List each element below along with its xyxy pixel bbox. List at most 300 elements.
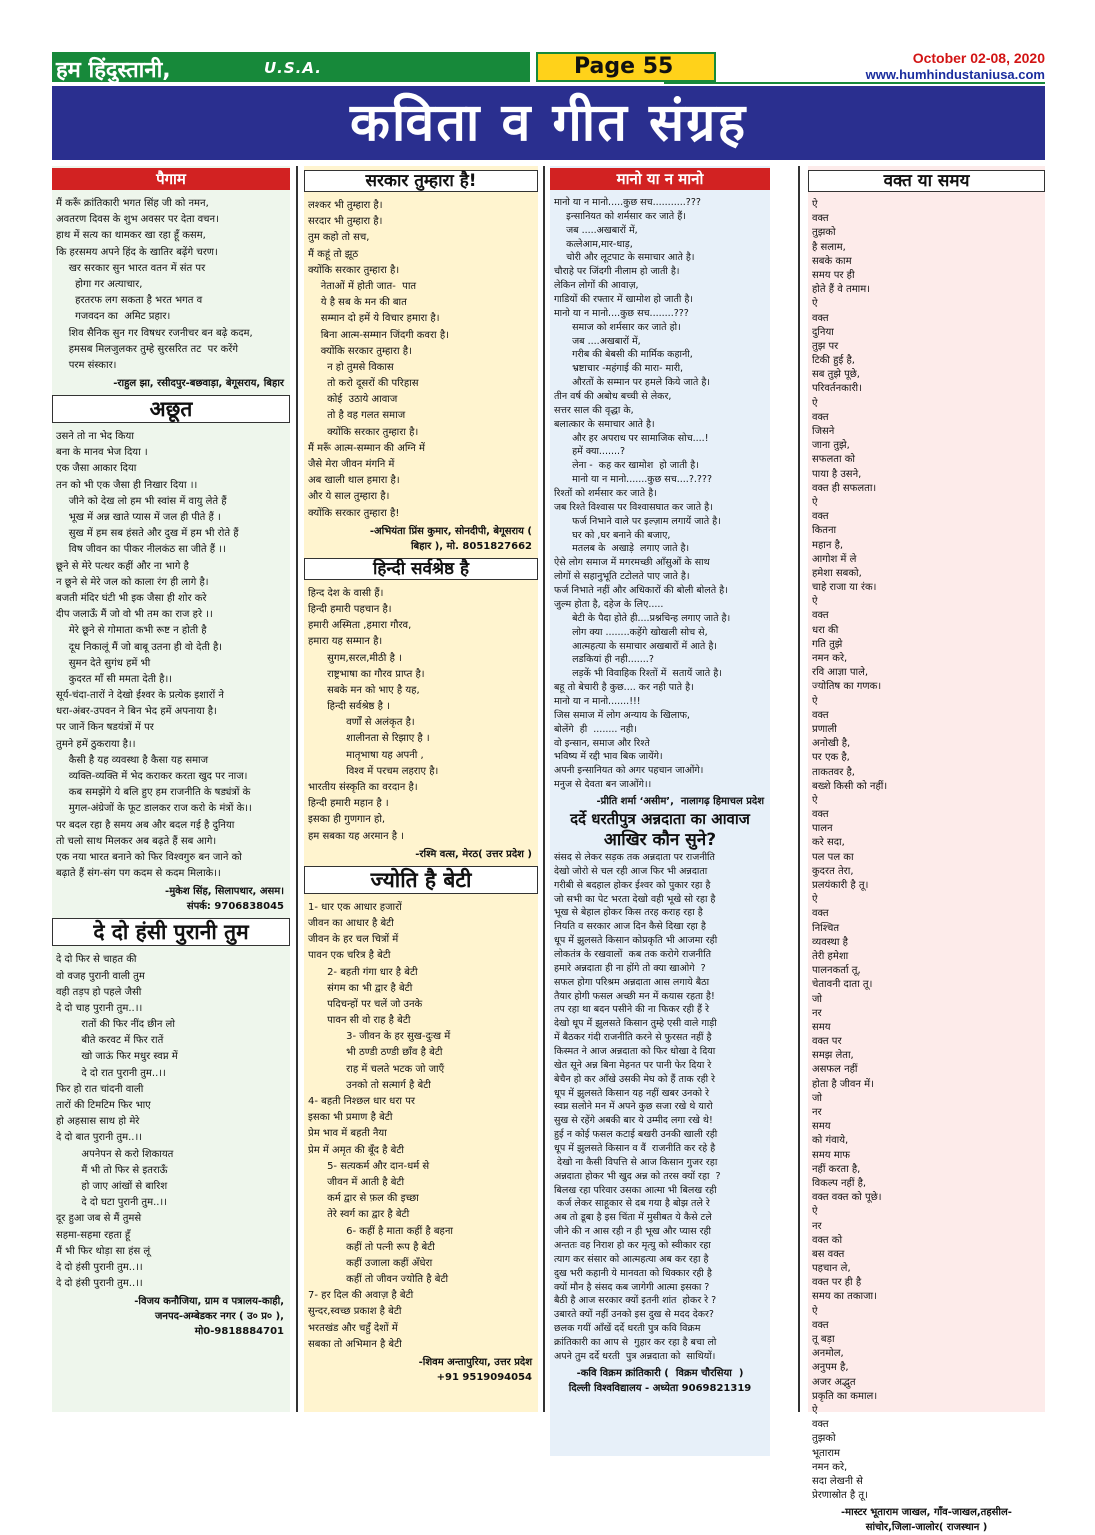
column-2 (304, 166, 538, 1412)
text-line: कि हरसमय अपने हिंद के खातिर बढ़ेंगे चरण। (56, 246, 218, 258)
text-line: नहीं करता है, (812, 1163, 861, 1175)
text-line: जनपद-अम्बेडकर नगर ( उ० प्र० ), (154, 1311, 284, 1323)
text-line: दुनिया (812, 326, 834, 338)
text-line: हम सबका यह अरमान है । (308, 830, 404, 842)
text-line: मानो या न मानो....कुछ सच........??? (554, 307, 689, 319)
text-line: ऐ (812, 496, 818, 508)
text-line: मतलब के अखाड़े लगाए जाते है। (554, 543, 690, 555)
text-line: वक्त (812, 809, 829, 821)
text-line: ऐ (812, 695, 818, 707)
text-line: पालनकर्ता तू, (812, 965, 861, 977)
text-line: बख्शे किसी को नहीं। (812, 780, 888, 792)
text-line: जीने की न आस रही न ही भूख और प्यास रही (554, 1226, 712, 1238)
text-line: वक्त को (812, 1234, 843, 1246)
text-line: हमसब मिलजुलकर तुम्हे सुरसरित तट पर करेंगे (56, 343, 238, 355)
text-line: वक्त (812, 610, 829, 622)
text-line: मुगल-अंग्रेजों के फूट डालकर राज करो के मंत्रों के।। (56, 803, 252, 815)
text-line: नमन करे, (812, 653, 848, 664)
text-line: -मास्टर भूताराम जाखल, गाँव-जाखल,तहसील- (841, 1507, 1012, 1519)
text-line: भविष्य में रद्दी भाव बिक जायेंगे। (554, 751, 663, 763)
text-line: अपनी इन्सानियत को अगर पहचान जाओंगे। (554, 765, 704, 777)
text-line: -रश्मि वत्स, मेरठ( उत्तर प्रदेश ) (415, 848, 532, 860)
text-line: क्योंकि सरकार तुम्हारा है। (308, 264, 400, 276)
header-rule (664, 82, 1045, 84)
text-line: -प्रीति शर्मा ‘असीम’, नालागढ़ हिमाचल प्रदेश (596, 795, 764, 807)
text-line: क्योंकि सरकार तुम्हारा है। (308, 345, 412, 357)
poem-body-sarkar (304, 198, 538, 522)
text-line: महान है, (812, 539, 844, 551)
text-line: ज्योतिष का गणक। (812, 681, 882, 693)
text-line: वक्त (812, 411, 829, 423)
text-line: मनुज से देवता बन जाओंगे।। (554, 779, 652, 791)
text-line: सरदार भी तुम्हारा है। (308, 216, 383, 228)
text-line: गरीबी से बदहाल होकर ईश्वर को पुकार रहा है (554, 879, 711, 891)
text-line: दूध निकालूं मैं जो बाबू उतना ही वो देती है। (56, 641, 223, 653)
text-line: मैं भी तो फिर से इतराऊँ (56, 1164, 168, 1176)
text-line: गजवदन का अमिट प्रहार। (56, 311, 171, 323)
text-line: सबका तो अभिमान है बेटी (308, 1338, 402, 1350)
text-line: लड़कें भी विवाहिक रिश्तों में सतायें जाते है। (554, 668, 722, 680)
text-line: को गंवाये, (812, 1135, 849, 1147)
text-line: दिल्ली विश्वविद्यालय - अध्येता 9069821319 (568, 1382, 752, 1394)
text-line: अन्ततः वह निराश हो कर मृत्यु को स्वीकार रहा (554, 1240, 711, 1252)
text-line: कैसी है यह व्यवस्था है कैसा यह समाज (56, 754, 209, 766)
text-line: -कवि विक्रम क्रांतिकारी ( विक्रम चौरसिया ) (576, 1367, 744, 1379)
text-line: कब समझेंगे ये बलि हुए हम राजनीति के षड्यंत्रों के (56, 787, 251, 799)
text-line: हमेशा सबको, (812, 567, 862, 579)
text-line: जीवन में आती है बेटी (308, 1176, 405, 1188)
text-line: बोलेंगे ही ........ नही। (554, 723, 637, 735)
text-line: वर्णों से अलंकृत है। (308, 717, 415, 729)
text-line: तो करो दूसरों की परिहास (308, 378, 419, 390)
text-line: -मुकेश सिंह, सिलापथार, असम। (165, 886, 284, 898)
text-line: जीवन के हर चल चित्रों में (308, 934, 399, 946)
text-line: समझ लेता, (812, 1050, 854, 1062)
text-line: लोग क्या ........कहेंगे खोखली सोच से, (554, 626, 708, 638)
text-line: दे दो हंसी पुरानी तुम..।। (56, 1261, 143, 1273)
text-line: परिवर्तनकारी। (812, 383, 862, 395)
poem-body-mano (550, 196, 770, 792)
text-line: व्यवस्था है (812, 936, 848, 948)
text-line: ऐ (812, 397, 818, 409)
text-line: इसका ही गुणगान हो, (308, 814, 386, 826)
text-line: सबके मन को भाए है यह, (308, 684, 420, 696)
masthead (52, 52, 530, 82)
text-line: सब तुझे पूछे, (812, 369, 860, 381)
text-line: समाज को शर्मसार कर जाते हो। (554, 321, 681, 333)
text-line: ऐ (812, 894, 818, 906)
section-banner (52, 86, 1045, 160)
text-line: प्रेम भाव में बहती नैया (308, 1128, 387, 1140)
text-line: जुल्म होता है, दहेज के लिए..... (554, 598, 664, 610)
page-number-tab (536, 52, 716, 82)
text-line: अनोखी है, (812, 738, 851, 750)
text-line: मानो या न मानो.......कुछ सच....?.??? (554, 474, 713, 486)
text-line: बलात्कार के समाचार आते है। (554, 418, 655, 430)
text-line: तो है वह गलत समाज (308, 410, 406, 422)
text-line: वक्त (812, 213, 829, 225)
text-line: मेरे छूने से गोमाता कभी रूष्ट न होती है (56, 625, 207, 637)
text-line: मैं भी फिर थोड़ा सा हंस लूं (56, 1245, 151, 1257)
text-line: तारों की टिमटिम फिर भाए (56, 1100, 151, 1111)
text-line: चौराहे पर जिंदगी नीलाम हो जाती है। (554, 266, 680, 278)
text-line: वक्त वक्त को पूछे। (812, 1192, 882, 1204)
text-line: ऐसे लोग समाज में मगरमच्छी आँसुओं के साथ (554, 557, 710, 569)
text-line: खेत सूने अन्न बिना मेहनत पर पानी फेर दिया रे (554, 1059, 712, 1071)
text-line: फर्ज निभाते नहीं और अधिकारों की बोली बोलते है। (554, 585, 728, 597)
text-line: तुझ पर (812, 340, 839, 352)
text-line: वो इन्सान, समाज और रिश्ते (554, 737, 650, 749)
text-line: ऐ (812, 596, 818, 608)
text-line: छलक गयीं आँखें दर्दे धरती पुत्र कवि विक्रम (554, 1323, 701, 1335)
poem-title-achhut: अछूत (52, 395, 290, 423)
text-line: बहू तो बेचारी है कुछ.... कर नही पाते है। (554, 682, 694, 694)
text-line: भरतखंड और चहुँ देशों में (308, 1322, 398, 1334)
text-line: औरतों के सम्मान पर हमले किये जाते है। (554, 377, 710, 389)
text-line: राह में चलते भटक जो जाएँ (308, 1063, 445, 1075)
text-line: बजती मंदिर घंटी भी इक जैसा ही शोर करे (56, 592, 207, 604)
text-line: सुख से रहेंगे अबकी बार ये उम्मीद लगा रखे थे! (554, 1115, 713, 1127)
text-line: दे दो रात पुरानी तुम..।। (56, 1067, 166, 1079)
poem-body-jyoti (304, 900, 538, 1353)
text-line: समय (812, 1021, 831, 1033)
masthead-title: हम हिंदुस्तानी, (56, 58, 171, 83)
text-line: ऐ (812, 1305, 818, 1317)
text-line: जो सभी का पेट भरता देखो वही भूखे सो रहा है (554, 893, 716, 905)
text-line: क्योंकि सरकार तुम्हारा है! (308, 507, 400, 519)
text-line: 6- कहीं है माता कहीं है बहना (308, 1225, 453, 1237)
text-line: अब तो डूबा है इस चिंता में मुसीबत ये कैसे टले (554, 1212, 712, 1224)
text-line: कितना (812, 525, 837, 537)
text-line: न हो तुमसे विकास (308, 361, 394, 373)
text-line: संगम का भी द्वार है बेटी (308, 982, 413, 994)
text-line: तो चलो साथ मिलकर अब बढ़ते हैं सब आगे। (56, 835, 217, 847)
poem-body-achhut (52, 429, 290, 882)
text-line: कत्लेआम,मार-धाड़, (554, 238, 633, 250)
poem-body-hindi (304, 586, 538, 845)
text-line: रिश्तों को शर्मसार कर जाते है। (554, 488, 657, 500)
text-line: हिन्दी हमारी पहचान है। (308, 603, 392, 615)
text-line: कर्ज लेकर साहूकार से दब गया है बोझ तले रे (554, 1198, 710, 1210)
text-line: भूख से बेहाल होकर किस तरह कराह रहा है (554, 907, 703, 919)
text-line: लडकियां ही नही.......? (554, 654, 654, 666)
text-line: नेताओं में होती जात- पात (308, 280, 417, 292)
text-line: हमें क्या.......? (554, 446, 626, 458)
poem-title-dedo: दे दो हंसी पुरानी तुम (52, 918, 290, 946)
text-line: बीते करवट में फिर रातें (56, 1035, 164, 1047)
text-line: आगोश में ले (812, 553, 857, 565)
text-line: संसद से लेकर सड़क तक अन्नदाता पर राजनीति (554, 851, 715, 863)
text-line: गाडियों की रफ्तार में खामोश हो जाती है। (554, 294, 694, 306)
text-line: हिन्दी सर्वश्रेष्ठ है । (308, 701, 390, 713)
text-line: ऐ (812, 298, 818, 310)
poem-title-paigam: पैगाम (52, 168, 290, 190)
poem-title-dard-line1: दर्दे धरतीपुत्र अन्नदाता का आवाज (570, 809, 750, 828)
poem-author-waqt (808, 1503, 1045, 1535)
text-line: हो जाए आंखों से बारिश (56, 1180, 168, 1192)
poem-title-hindi: हिन्दी सर्वश्रेष्ठ है (304, 558, 538, 580)
text-line: तेरी हमेशा (812, 950, 849, 962)
text-line: 7- हर दिल की अवाज़ है बेटी (308, 1290, 414, 1302)
text-line: 5- सत्यकर्म और दान-धर्म से (308, 1160, 430, 1172)
column-1 (52, 166, 290, 1412)
text-line: वो वजह पुरानी वाली तुम (56, 970, 145, 982)
text-line: हिन्दी हमारी महान है । (308, 798, 389, 810)
text-line: जाना तुझे, (812, 440, 850, 452)
text-line: प्रलयंकारी है तू। (812, 880, 869, 891)
text-line: धूप में झुलसते किसान कोप्रकृति भी आजमा रही (554, 935, 718, 947)
text-line: कुदरत तेरा, (812, 865, 854, 877)
text-line: लेकिन लोगों की आवाज़, (554, 280, 639, 292)
text-line: सम्मान दो हमें ये विचार हमारा है। (308, 313, 440, 325)
poem-author-jyoti (304, 1353, 538, 1385)
text-line: वक्त ही सफलता। (812, 482, 877, 494)
text-line: क्योंकि सरकार तुम्हारा है। (308, 426, 419, 438)
text-line: खर सरकार सुन भारत वतन में संत पर (56, 262, 206, 274)
text-line: समय माफ (812, 1149, 850, 1161)
text-line: बिना आत्म-सम्मान जिंदगी कवरा है। (308, 329, 449, 341)
text-line: मानो या न मानो.......!!! (554, 695, 641, 707)
text-line: शालीनता से रिझाए है । (308, 733, 430, 745)
text-line: विकल्प नहीं है, (812, 1177, 867, 1189)
text-line: न छूने से मेरे जल को काला रंग ही लागे है। (56, 576, 209, 588)
text-line: देखो जोरो से चल रही आज फिर भी अन्नदाता (554, 865, 708, 877)
text-line: तुझको (812, 227, 836, 239)
text-line: पदिचन्हों पर चलें जो उनके (308, 998, 423, 1010)
page-header (52, 52, 1045, 84)
poem-author-paigam (52, 374, 290, 391)
text-line: सुन्दर,स्वच्छ प्रकाश है बेटी (308, 1306, 402, 1318)
text-line: नियति व सरकार आज दिन कैसे दिखा रहा है (554, 921, 706, 933)
page-number: Page 55 (574, 54, 674, 79)
text-line: पर बदल रहा है समय अब और बदल गई है दुनिया (56, 819, 235, 831)
text-line: नमन करे, (812, 1461, 848, 1473)
text-line: लोगों से सहानुभूति टटोलते पाए जाते है। (554, 571, 690, 583)
text-line: अपनेपन से करो शिकायत (56, 1148, 174, 1160)
text-line: कहीं तो जीवन ज्योति है बेटी (308, 1274, 449, 1286)
issue-date: October 02-08, 2020 (912, 50, 1045, 66)
text-line: त्याग कर संसार को आत्महत्या अब कर रहा है (554, 1253, 709, 1265)
text-line: देखो धूप में झुलसते किसान तुम्हे एसी वाले गाड़ी (554, 1018, 717, 1030)
text-line: बैठी है आज सरकार क्यों इतनी शांत होकर रे ? (554, 1295, 717, 1307)
text-line: सुगम,सरल,मीठी है । (308, 652, 402, 664)
text-line: ताकतवर है, (812, 766, 855, 778)
text-line: उसने तो ना भेद किया (56, 431, 134, 443)
text-line: तन को भी एक जैसा ही निखार दिया ।। (56, 479, 198, 491)
text-line: जीने को देख लो हम भी स्वांस में वायु लेते हैं (56, 495, 227, 507)
text-line: तेरे स्वर्ग का द्वार है बेटी (308, 1209, 410, 1221)
text-line: तुझको (812, 1433, 836, 1445)
poem-author-hindi (304, 845, 538, 862)
text-line: पालन (812, 823, 833, 835)
text-line: ऐ (812, 1404, 818, 1416)
text-line: वही तड़प हो पहले जैसी (56, 986, 142, 998)
text-line: आत्महत्या के समाचार अखबारों में आते है। (554, 640, 718, 652)
text-line: -विजय कनौजिया, ग्राम व पत्रालय-काही, (134, 1296, 284, 1308)
text-line: 2- बहती गंगा धार है बेटी (308, 966, 418, 978)
text-line: जो (812, 993, 823, 1005)
poem-title-dard-line2: आखिर कौन सुने? (603, 829, 717, 850)
poem-body-dedo (52, 952, 290, 1292)
text-line: हमारी अस्मिता ,हमारा गौरव, (308, 620, 412, 632)
text-line: धूप में झुलसते किसान यह नहीं खबर उनको रे (554, 1087, 709, 1099)
text-line: है सलाम, (812, 241, 846, 253)
text-line: दीप जलाऊँ मैं जो वो भी तम का राज हरे ।। (56, 609, 213, 621)
text-line: मैं करूँ क्रांतिकारी भगत सिंह जी को नमन, (56, 198, 209, 209)
text-line: गरीब की बेबसी की मार्मिक कहानी, (554, 349, 693, 361)
text-line: मैं मरूँ आत्म-सम्मान की अग्नि में (308, 442, 425, 454)
text-line: तुम कहो तो सच, (308, 232, 370, 244)
text-line: बस वक्त (812, 1248, 845, 1260)
poem-author-mano (550, 792, 770, 809)
text-line: सुमन देते सुगंध हमें भी (56, 657, 151, 669)
text-line: एक जैसा आकार दिया (56, 463, 137, 475)
text-line: कर्म द्वार से फ़ल की इच्छा (308, 1193, 419, 1205)
text-line: तू बड़ा (812, 1334, 835, 1345)
text-line: और हर अपराध पर सामाजिक सोच....! (554, 432, 709, 444)
text-line: वक्त (812, 312, 829, 324)
poem-title-mano: मानो या न मानो (550, 168, 770, 190)
poem-body-paigam (52, 196, 290, 374)
text-line: प्रेम में अमृत की बूँद है बेटी (308, 1144, 404, 1156)
text-line: व्यक्ति-व्यक्ति में भेद कराकर करता खुद पर नाज। (56, 771, 248, 782)
text-line: हमारे अन्नदाता ही ना होंगे तो क्या खाओगे ? (554, 962, 706, 974)
text-line: वक्त (812, 908, 829, 920)
text-line: वक्त (812, 511, 829, 523)
text-line: तुमने हमें ठुकराया है।। (56, 738, 136, 750)
text-line: अनुपम है, (812, 1362, 849, 1374)
text-line: लोकतंत्र के रखवालों कब तक करोगे राजनीति (554, 948, 712, 960)
text-line: करे सदा, (812, 837, 845, 849)
text-line: पावन एक चरित्र है बेटी (308, 950, 391, 962)
text-line: जिसने (812, 426, 835, 437)
text-line: प्रणाली (812, 723, 837, 735)
text-line: नर (812, 1220, 822, 1232)
text-line: घर को ,घर बनाने की बजाए, (554, 529, 671, 541)
text-line: उनको तो सत्मार्ग है बेटी (308, 1079, 431, 1091)
website-link[interactable]: www.humhindustaniusa.com (865, 67, 1045, 82)
text-line: शिव सैनिक सुन गर विषधर रजनीचर बन बढ़े कदम, (56, 327, 253, 339)
text-line: अब खाली थाल हमारा है। (308, 475, 400, 487)
text-line: संपर्क: 9706838045 (186, 901, 284, 913)
text-line: अन्नदाता होकर भी खुद अन्न को तरस क्यों रहा ? (554, 1170, 721, 1182)
column-divider (296, 166, 298, 1412)
text-line: नर (812, 1107, 822, 1118)
text-line: सत्तर साल की वृद्धा के, (554, 404, 634, 416)
text-line: सूर्य-चंदा-तारों ने देखो ईश्वर के प्रत्येक इशारों ने (56, 690, 224, 702)
text-line: बेचैन हो कर आँखे उसकी मेघ को हैं ताक रही रे (554, 1073, 716, 1085)
text-line: मो0-9818884701 (194, 1326, 284, 1338)
poem-title-waqt: वक्त या समय (808, 170, 1045, 192)
text-line: दे दो फिर से चाहत की (56, 954, 137, 966)
poem-author-dedo (52, 1292, 290, 1339)
poem-title-sarkar: सरकार तुम्हारा है! (304, 170, 538, 192)
text-line: बेटी के पैदा होते ही....प्रश्नचिन्ह लगाए जाते है। (554, 612, 731, 624)
text-line: जिस समाज में लोग अन्याय के खिलाफ, (554, 709, 690, 721)
text-line: चोरी और लूटपाट के समाचार आते है। (554, 252, 695, 264)
text-line: 4- बहती निश्छल धार धरा पर (308, 1096, 415, 1107)
text-line: फिर हो रात चांदनी वाली (56, 1083, 144, 1095)
column-divider (543, 166, 545, 1412)
text-line: और ये साल तुम्हारा है। (308, 491, 390, 503)
text-line: प्रेरणास्रोत है तू। (812, 1490, 868, 1502)
poem-author-dard (550, 1364, 770, 1396)
text-line: तप रहा था बदन पसीने की ना फिकर रही हैं रे (554, 1004, 709, 1016)
text-line: निश्चित (812, 922, 840, 934)
text-line: परम संस्कार। (56, 359, 117, 371)
text-line: जीवन का आधार है बेटी (308, 917, 394, 929)
text-line: कुदरत माँ सी ममता देती है।। (56, 673, 173, 685)
text-line: हुई न कोई फसल कटाई बखरी उनकी खाली रही (554, 1129, 718, 1141)
text-line: वक्त पर (812, 1036, 842, 1048)
text-line: हो अहसास साथ हो मेरे (56, 1116, 140, 1128)
text-line: बढ़ाते हैं संग-संग पग कदम से कदम मिलाके।। (56, 868, 221, 880)
text-line: जैसे मेरा जीवन मंगनि में (308, 459, 395, 470)
text-line: होगा गर अत्याचार, (56, 278, 143, 290)
text-line: फर्ज निभाने वाले पर इल्ज़ाम लगायें जाते है। (554, 515, 721, 527)
text-line: सबके काम (812, 255, 852, 267)
text-line: स्वप्न सलोने मन में अपने कुछ सजा रखे थे यारो (554, 1101, 713, 1113)
text-line: बिहार ), मो. 8051827662 (410, 540, 532, 552)
text-line: किस्मत ने आज अन्नदाता को फिर धोखा दे दिया (554, 1045, 716, 1057)
text-line: विश्व में परचम लहराए है। (308, 765, 439, 777)
text-line: हाथ में सत्य का थामकर खा रहा हूँ कसम, (56, 230, 206, 242)
text-line: जब .....अखबारों में, (554, 224, 638, 236)
text-line: हरतरफ लग सकता है भरत भगत व (56, 295, 203, 307)
text-line: ऐ (812, 794, 818, 806)
text-line: अपने तुम दर्दे धरती पुत्र अन्नदाता को साथियों। (554, 1350, 716, 1362)
text-line: पहचान ले, (812, 1263, 851, 1275)
text-line: विष जीवन का पीकर नीलकंठ सा जीते हैं ।। (56, 544, 226, 556)
text-line: क्रांतिकारी का आप से गुहार कर रहा है बचा लो (554, 1337, 717, 1349)
text-line: में बैठकर गंदी राजनीति करने से फुरसत नहीं है (554, 1032, 712, 1044)
column-4 (808, 166, 1045, 1534)
text-line: हमारा यह सम्मान है। (308, 636, 383, 648)
text-line: मानो या न मानो.....कुछ सच...........??? (554, 197, 701, 208)
text-line: टिकी हुई है, (812, 355, 855, 367)
text-line: जो (812, 1092, 823, 1104)
banner-title: कविता व गीत संग्रह (349, 93, 748, 153)
text-line: इन्सानियत को शर्मसार कर जाते हैं। (554, 210, 686, 222)
text-line: रवि आज्ञा पाले, (812, 667, 869, 679)
text-line: बिलख रहा परिवार उसका आत्मा भी बिलख रही (554, 1184, 717, 1196)
text-line: होते हैं वे तमाम। (812, 284, 871, 296)
text-line: धूप में झुलसते किसान व वैं राजनीति कर रहे है (554, 1143, 716, 1154)
text-line: लश्कर भी तुम्हारा है। (308, 200, 383, 211)
text-line: कोई उठाये आवाज (308, 394, 398, 406)
text-line: 1- धार एक आधार हजारों (308, 901, 402, 913)
text-line: दे दो हंसी पुरानी तुम..।। (56, 1278, 143, 1290)
text-line: असफल नहीं (812, 1064, 858, 1076)
text-line: भारतीय संस्कृति का वरदान है। (308, 782, 418, 793)
poem-author-sarkar (304, 522, 538, 554)
text-line: वक्त (812, 1419, 829, 1431)
text-line: सदा लेखनी से (812, 1475, 863, 1487)
text-line: उबारते क्यों नहीं उनको इस दुख से मदद देकर? (554, 1309, 714, 1321)
text-line: दे दो चाह पुरानी तुम..।। (56, 1002, 143, 1014)
text-line: पल पल का (812, 851, 854, 863)
text-line: एक नया भारत बनाने को फिर विश्वगुरु बन जाने को (56, 851, 242, 863)
text-line: मातृभाषा यह अपनी , (308, 749, 424, 761)
text-line: +91 9519094054 (436, 1372, 532, 1383)
text-line: भूताराम (812, 1447, 840, 1459)
text-line: रातों की फिर नींद छीन लो (56, 1019, 175, 1031)
text-line: पावन सी वो राह है बेटी (308, 1015, 411, 1027)
text-line: ऐ (812, 199, 818, 210)
text-line: वक्त (812, 709, 829, 721)
text-line: देखो ना कैसी विपत्ति से आज किसान गुजर रहा (554, 1156, 718, 1168)
text-line: दुख भरी कहानी ये मानवता को धिक्कार रही है (554, 1267, 712, 1279)
